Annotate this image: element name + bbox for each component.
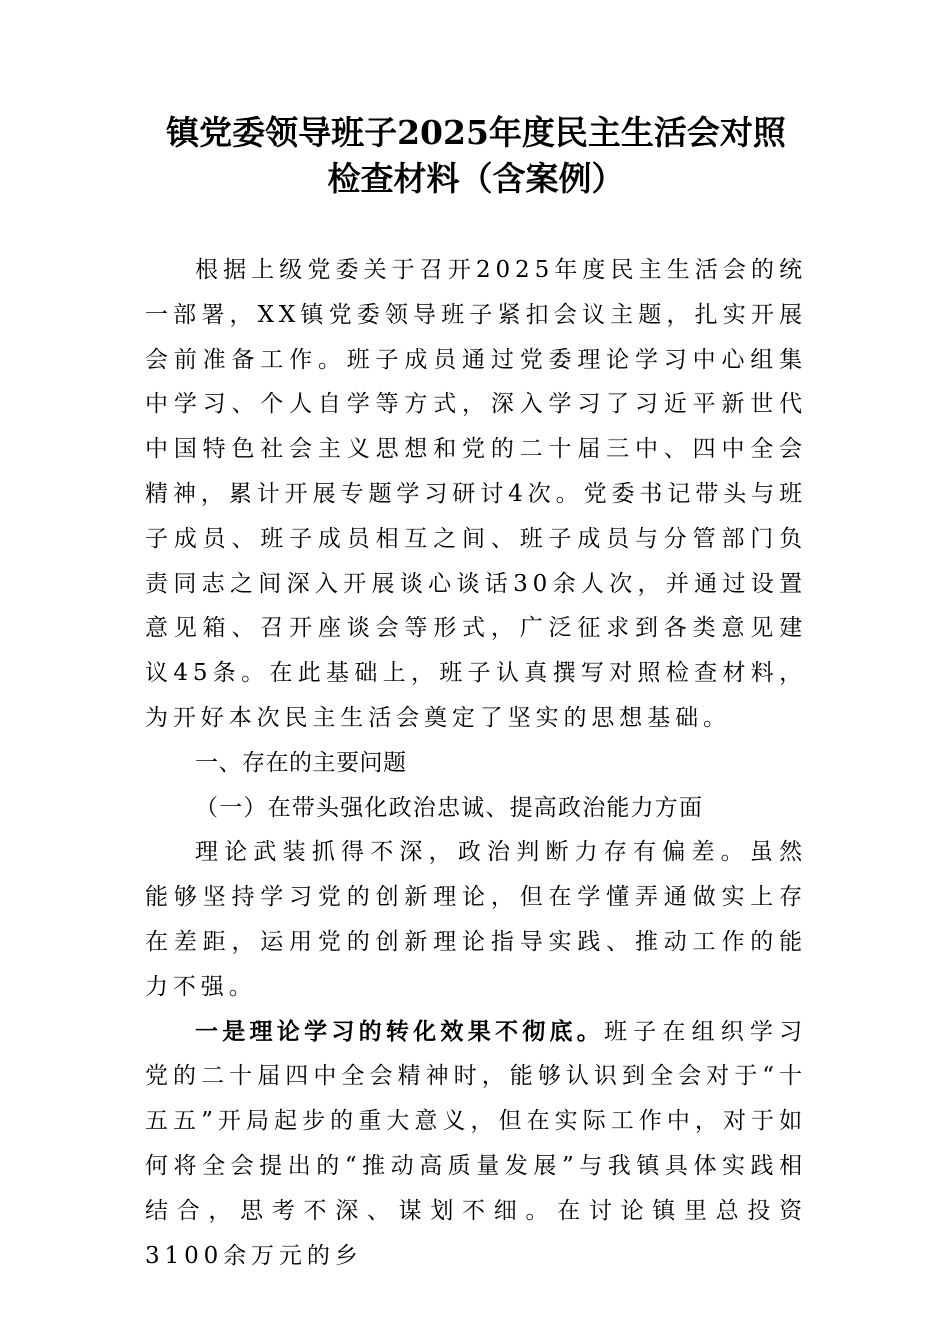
document-title bbox=[145, 110, 807, 202]
subsection-summary-paragraph: 理论武装抓得不深，政治判断力存有偏差。虽然能够坚持学习党的创新理论，但在学懂弄通做实上存在差距，运用党的创新理论指导实践、推动工作的能力不强。 bbox=[145, 839, 807, 1000]
title-line-2: 检查材料（含案例） bbox=[327, 159, 625, 198]
document-page bbox=[145, 110, 807, 1278]
subsection-heading: （一）在带头强化政治忠诚、提高政治能力方面 bbox=[195, 794, 704, 821]
point-lead-text: 一是理论学习的转化效果不彻底。 bbox=[195, 1017, 605, 1045]
document-body bbox=[145, 248, 807, 1278]
title-line-1: 镇党委领导班子2025年度民主生活会对照 bbox=[166, 113, 786, 152]
intro-paragraph: 根据上级党委关于召开2025年度民主生活会的统一部署，XX镇党委领导班子紧扣会议主题，扎实开展会前准备工作。班子成员通过党委理论学习中心组集中学习、个人自学等方式，深入学习了习近平新世代中国特色社会主义思想和党的二十届三中、四中全会精神，累计开展专题学习研讨4次。党委书记带头与班子成员、班子成员相互之间、班子成员与分管部门负责同志之间深入开展谈心谈话30余人次，并通过设置意见箱、召开座谈会等形式，广泛征求到各类意见建议45条。在此基础上，班子认真撰写对照检查材料，为开好本次民主生活会奠定了坚实的思想基础。 bbox=[145, 257, 807, 731]
section-heading: 一、存在的主要问题 bbox=[195, 749, 407, 776]
point-paragraph bbox=[145, 1010, 807, 1279]
point-body-text: 班子在组织学习党的二十届四中全会精神时，能够认识到全会对于“十五五”开局起步的重大意义，但在实际工作中，对于如何将全会提出的“推动高质量发展”与我镇具体实践相结合，思考不深、谋划不细。在讨论镇里总投资3100余万元的乡 bbox=[145, 1018, 807, 1269]
